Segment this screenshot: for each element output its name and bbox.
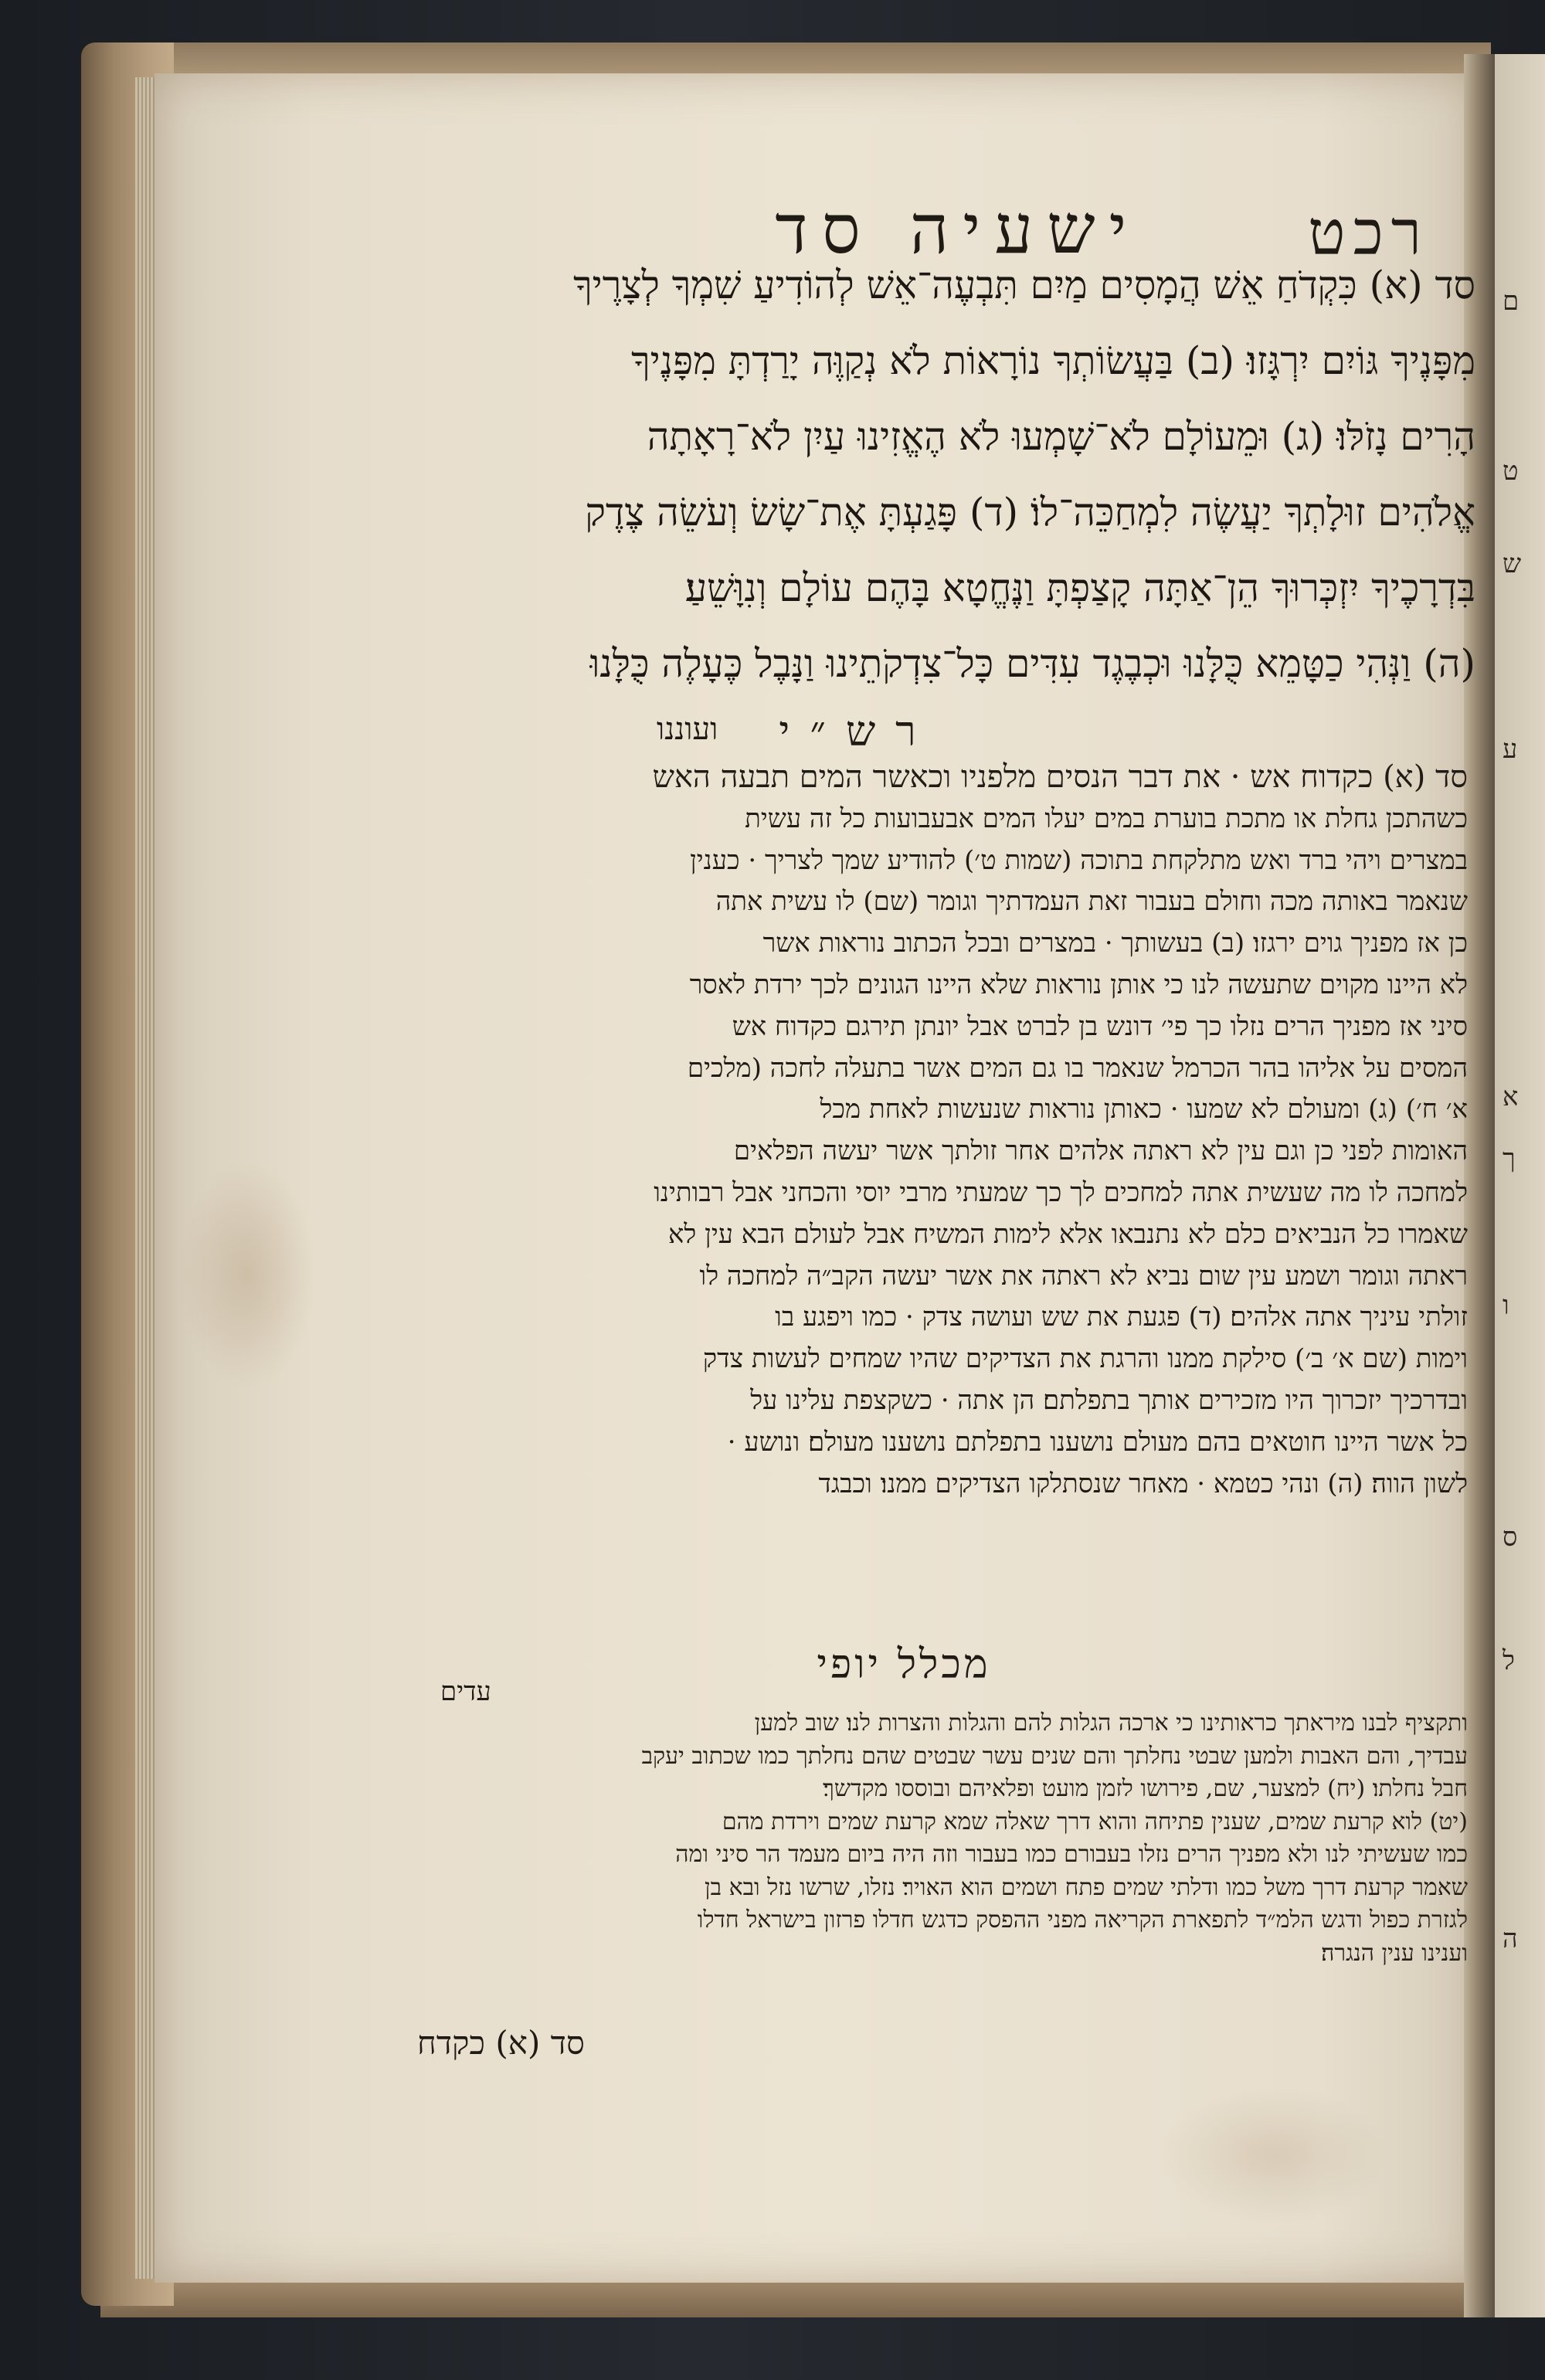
commentary-line: וימות (שם א׳ ב׳) סילקת ממנו והרגת את הצדיקים שהיו שמחים לעשות צדק (702, 1343, 1468, 1375)
page-stain (178, 1159, 317, 1390)
commentary-line: האומות לפני כן וגם עין לא ראתה אלהים אחר זולתך אשר יעשה הפלאים (733, 1136, 1468, 1167)
commentary-line: כשהתכן גחלת או מתכת בוערת במים יעלו המים אבעבועות כל זה עשית (745, 803, 1468, 834)
commentary-line: כמו שעשיתי לנו ולא מפניך הרים נזלו בעבורם כמו בעבור וזה היה ביום מעמד הר סיני ומה (675, 1841, 1468, 1868)
page-stain (1159, 2086, 1390, 2225)
scripture-text (317, 247, 1475, 752)
scripture-catchword: ועוננו (657, 711, 718, 747)
scripture-line: אֱלֹהִים זוּלָתְךָ יַעֲשֶׂה לִמְחַכֵּה־לוֹ׃ (ד) פָּגַעְתָּ אֶת־שָׂשׂ וְעֹשֵׂה צֶדֶק (585, 490, 1475, 535)
commentary-line: (יט) לוא קרעת שמים, שענין פתיחה והוא דרך שאלה שמא קרעת שמים וירדת מהם (722, 1808, 1468, 1835)
book-chapter-title: ישעיה סד (775, 189, 1141, 269)
rashi-commentary (340, 757, 1468, 1505)
commentary-line: לגזרת כפול ודגש הלמ״ד לתפארת הקריאה מפני ההפסק כדגש חדלו פרזון בישראל חדלו (697, 1906, 1468, 1934)
commentary-line: סיני אז מפניך הרים נזלו כך פי׳ דונש בן לברט אבל יונתן תירגם כקדוח אש (732, 1010, 1468, 1042)
facing-page-letter: ך (1503, 1143, 1516, 1174)
commentary-line: במצרים ויהי ברד ואש מתלקחת בתוכה (שמות ט׳) להודיע שמך לצריך · כענין (690, 844, 1468, 876)
facing-page-letter: ה (1503, 1923, 1518, 1954)
scripture-line: מִפָּנֶיךָ גּוֹיִם יִרְגָּזוּ׃ (ב) בַּעֲשׂוֹתְךָ נוֹרָאוֹת לֹא נְקַוֶּה יָרַדְתָּ מִפָּנֶיךָ (631, 338, 1475, 383)
facing-page-letter: ס (1503, 1522, 1518, 1553)
commentary-line: א׳ ח׳) (ג) ומעולם לא שמעו · כאותן נוראות שנעשות לאחת מכל (820, 1094, 1468, 1125)
rashi-catchword: עדים (440, 1676, 491, 1707)
facing-page-letter: ש (1503, 548, 1522, 579)
commentary-line: ותקציף לבנו מיראתך כראותינו כי ארכה הגלות להם והגלות והצרות לנו׃ שוב למען (754, 1709, 1468, 1737)
mikhlal-yofi-heading: מכלל יופי (817, 1642, 991, 1688)
commentary-line: ובדרכיך יזכרוך היו מזכירים אותך בתפלתם׃ הן אתה · כשקצפת עלינו על (750, 1384, 1468, 1416)
commentary-line: למחכה לו מה שעשית אתה למחכים לך כך שמעתי מרבי יוסי והכחני אבל רבותינו (654, 1176, 1468, 1208)
scripture-line: סד (א) כִּקְדֹחַ אֵשׁ הֲמָסִים מַיִם תִּבְעֶה־אֵשׁ לְהוֹדִיעַ שִׁמְךָ לְצָרֶיךָ (573, 263, 1475, 307)
facing-page-letter: א (1503, 1081, 1519, 1112)
commentary-line: עבדיך, והם האבות ולמען שבטי נחלתך והם שנים עשר שבטים שהם נחלתך כמו שכתוב יעקב (641, 1742, 1468, 1770)
mikhlal-yofi-commentary (340, 1707, 1468, 1970)
commentary-line: חבל נחלתו׃ (יח) למצער, שם, פירושו לזמן מועט ופלאיהם ובוססו מקדשך׃ (823, 1775, 1468, 1802)
commentary-line: שאמרו כל הנביאים כלם לא נתנבאו אלא לימות המשיח אבל לעולם הבא עין לא (668, 1218, 1468, 1250)
rashi-heading: רש״י (779, 707, 936, 755)
commentary-line: המסים על אליהו בהר הכרמל שנאמר בו גם המים אשר בתעלה לחכה (מלכים (687, 1052, 1468, 1084)
commentary-line: שנאמר באותה מכה וחולם בעבור זאת העמדתיך וגומר (שם) לו עשית אתה (715, 886, 1468, 918)
commentary-line: שאמר קרעת דרך משל כמו ודלתי שמים פתח ושמים הוא האויר׃ נזלו, שרשו נזל ובא בן (704, 1873, 1468, 1901)
commentary-line: סד (א) כקדוח אש · את דבר הנסים מלפניו וכאשר המים תבעה האש (652, 759, 1468, 795)
facing-page-letter: ם (1503, 286, 1520, 317)
facing-page-letter: ל (1503, 1645, 1515, 1676)
commentary-line: לא היינו מקוים שתעשה לנו כי אותן נוראות שלא היינו הגונים לכך ירדת לאסר (689, 969, 1468, 1000)
commentary-line: וענינו ענין הנגרה׃ (1321, 1939, 1468, 1967)
commentary-line: כן אז מפניך גוים ירגזו׃ (ב) בעשותך · במצרים ובכל הכתוב נוראות אשר (762, 928, 1468, 959)
commentary-line: זולתי עיניך אתה אלהים׃ (ד) פגעת את שש ועושה צדק · כמו ויפגע בו (775, 1302, 1468, 1333)
facing-page-letter: ו (1503, 1290, 1509, 1321)
commentary-line: כל אשר היינו חוטאים בהם מעולם נושענו בתפלתם נושענו מעולם׃ ונושע · (727, 1426, 1468, 1458)
commentary-line: לשון הווה׃ (ה) ונהי כטמא · מאחר שנסתלקו הצדיקים ממנו׃ וכבגד (818, 1468, 1468, 1499)
facing-page-letter: ע (1503, 734, 1518, 765)
folio-number: רכט (1308, 197, 1429, 269)
commentary-line: ראתה וגומר ושמע עין שום נביא לא ראתה את אשר יעשה הקב״ה למחכה לו (699, 1260, 1468, 1292)
scripture-line: הָרִים נָזֹלּוּ׃ (ג) וּמֵעוֹלָם לֹא־שָׁמְעוּ לֹא הֶאֱזִינוּ עַיִן לֹא־רָאָתָה (647, 414, 1475, 459)
scripture-line: (ה) וַנְּהִי כַטָּמֵא כֻּלָּנוּ וּכְבֶגֶד עִדִּים כָּל־צִדְקֹתֵינוּ וַנָּבֶל כֶּעָלֶה כֻּלָּנוּ (589, 641, 1475, 686)
facing-page (1495, 54, 1545, 2317)
page-catchword: סד (א) כקדח (417, 2024, 585, 2062)
scripture-line: בִּדְרָכֶיךָ יִזְכְּרוּךָ הֵן־אַתָּה קָצַפְתָּ וַנֶּחֱטָא בָּהֶם עוֹלָם וְנִוָּשֵׁעַ׃ (684, 565, 1475, 610)
facing-page-letter: ט (1503, 456, 1519, 487)
